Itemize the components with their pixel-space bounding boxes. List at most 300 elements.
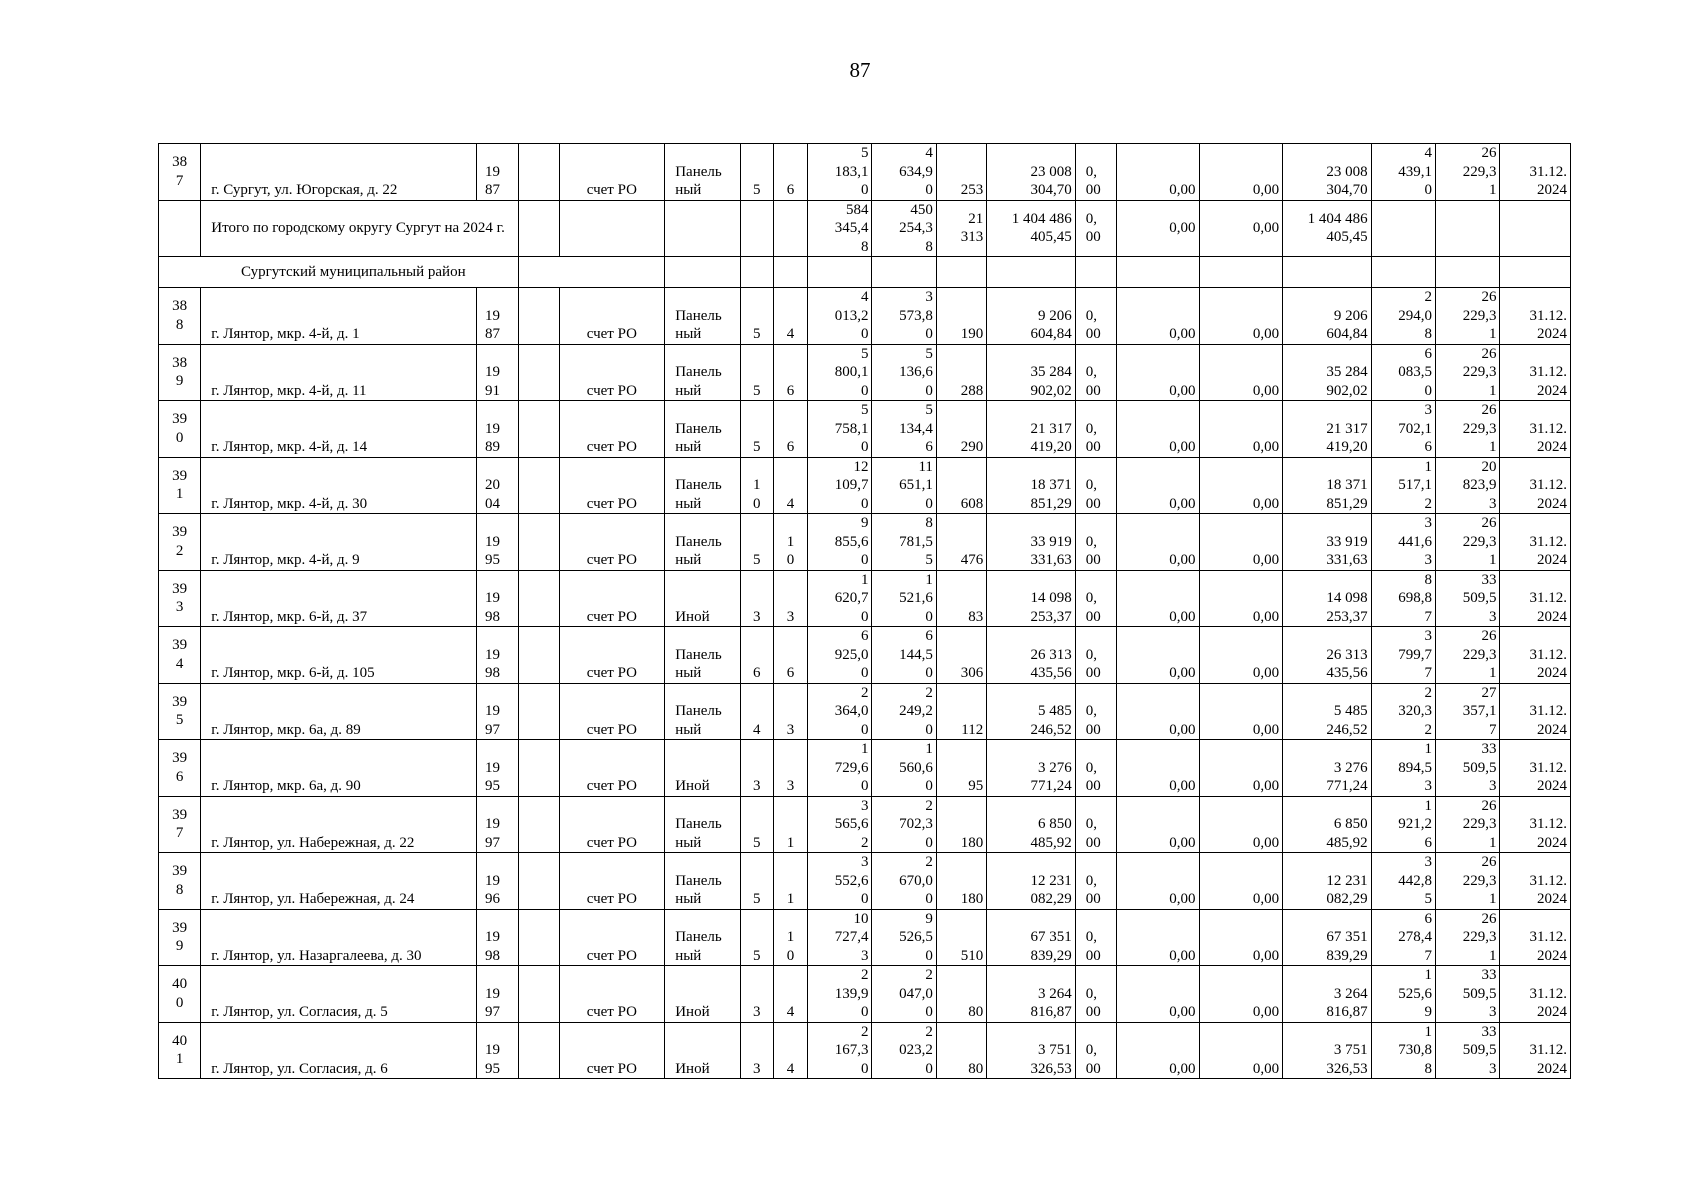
fund-share-cell: 0, 00 <box>1075 966 1116 1023</box>
cost-cell: 21 317 419,20 <box>987 401 1076 458</box>
material-cell: Панель ный <box>665 909 740 966</box>
year-cell: 19 95 <box>477 1022 519 1079</box>
cost-per-m2-cell: 2 320,3 2 <box>1371 683 1435 740</box>
cost-per-m2-cell: 2 294,0 8 <box>1371 288 1435 345</box>
row-number: 39 8 <box>159 853 201 910</box>
empty-cell <box>519 853 559 910</box>
material-cell: Иной <box>665 1022 740 1079</box>
residents-cell: 83 <box>936 570 986 627</box>
budget-share-cell: 0,00 <box>1117 627 1200 684</box>
year-cell: 19 95 <box>477 740 519 797</box>
table-row <box>159 683 1571 740</box>
cost-cell: 67 351 839,29 <box>987 909 1076 966</box>
owners-fund-cell: 67 351 839,29 <box>1283 909 1372 966</box>
year-cell: 19 97 <box>477 683 519 740</box>
table-row <box>159 796 1571 853</box>
budget-share-cell: 0,00 <box>1117 853 1200 910</box>
total-area-cell: 5 800,1 0 <box>808 344 872 401</box>
local-share-cell: 0,00 <box>1199 627 1283 684</box>
budget-share-cell: 0,00 <box>1117 683 1200 740</box>
year-cell: 19 98 <box>477 627 519 684</box>
address-cell: г. Лянтор, ул. Набережная, д. 22 <box>201 796 477 853</box>
limit-cost-cell: 26 229,3 1 <box>1436 796 1500 853</box>
living-area-cell: 11 651,1 0 <box>872 457 936 514</box>
year-cell: 19 95 <box>477 514 519 571</box>
source-cell: счет РО <box>559 570 665 627</box>
address-cell: г. Лянтор, мкр. 6а, д. 89 <box>201 683 477 740</box>
floors-cell: 3 <box>740 1022 773 1079</box>
owners-fund-cell: 6 850 485,92 <box>1283 796 1372 853</box>
fund-share-cell: 0, 00 <box>1075 570 1116 627</box>
register-table <box>158 143 1571 1079</box>
source-cell: счет РО <box>559 740 665 797</box>
residents-cell: 510 <box>936 909 986 966</box>
limit-cost-cell: 26 229,3 1 <box>1436 909 1500 966</box>
living-area-cell: 1 521,6 0 <box>872 570 936 627</box>
empty-cell <box>519 740 559 797</box>
budget-share-cell: 0,00 <box>1117 200 1200 257</box>
address-cell: г. Лянтор, мкр. 4-й, д. 1 <box>201 288 477 345</box>
row-number: 39 0 <box>159 401 201 458</box>
cost-cell: 5 485 246,52 <box>987 683 1076 740</box>
entrances-cell: 6 <box>773 344 807 401</box>
deadline-cell: 31.12. 2024 <box>1500 909 1571 966</box>
fund-share-cell: 0, 00 <box>1075 344 1116 401</box>
fund-share-cell: 0, 00 <box>1075 796 1116 853</box>
empty-cell <box>519 257 665 288</box>
local-share-cell: 0,00 <box>1199 570 1283 627</box>
deadline-cell: 31.12. 2024 <box>1500 344 1571 401</box>
budget-share-cell: 0,00 <box>1117 144 1200 201</box>
residents-cell: 190 <box>936 288 986 345</box>
cost-per-m2-cell: 4 439,1 0 <box>1371 144 1435 201</box>
total-area-cell: 2 139,9 0 <box>808 966 872 1023</box>
total-area-cell: 6 925,0 0 <box>808 627 872 684</box>
limit-cost-cell: 26 229,3 1 <box>1436 401 1500 458</box>
row-number: 39 6 <box>159 740 201 797</box>
local-share-cell: 0,00 <box>1199 853 1283 910</box>
owners-fund-cell: 5 485 246,52 <box>1283 683 1372 740</box>
table-row <box>159 627 1571 684</box>
floors-cell: 5 <box>740 344 773 401</box>
limit-cost-cell: 27 357,1 7 <box>1436 683 1500 740</box>
material-cell: Панель ный <box>665 514 740 571</box>
total-area-cell: 2 167,3 0 <box>808 1022 872 1079</box>
empty-cell <box>987 257 1076 288</box>
fund-share-cell: 0, 00 <box>1075 909 1116 966</box>
deadline-cell: 31.12. 2024 <box>1500 144 1571 201</box>
local-share-cell: 0,00 <box>1199 401 1283 458</box>
source-cell: счет РО <box>559 457 665 514</box>
cost-cell: 35 284 902,02 <box>987 344 1076 401</box>
entrances-cell: 3 <box>773 683 807 740</box>
material-cell: Иной <box>665 570 740 627</box>
budget-share-cell: 0,00 <box>1117 457 1200 514</box>
living-area-cell: 2 023,2 0 <box>872 1022 936 1079</box>
floors-cell: 5 <box>740 514 773 571</box>
cost-cell: 3 276 771,24 <box>987 740 1076 797</box>
empty-cell <box>519 683 559 740</box>
row-number: 39 4 <box>159 627 201 684</box>
owners-fund-cell: 14 098 253,37 <box>1283 570 1372 627</box>
local-share-cell: 0,00 <box>1199 144 1283 201</box>
table-row <box>159 1022 1571 1079</box>
floors-cell: 5 <box>740 144 773 201</box>
year-cell: 19 89 <box>477 401 519 458</box>
local-share-cell: 0,00 <box>1199 966 1283 1023</box>
empty-cell <box>559 200 665 257</box>
cost-per-m2-cell: 1 921,2 6 <box>1371 796 1435 853</box>
cost-per-m2-cell: 6 278,4 7 <box>1371 909 1435 966</box>
address-cell: г. Лянтор, мкр. 4-й, д. 30 <box>201 457 477 514</box>
residents-cell: 290 <box>936 401 986 458</box>
source-cell: счет РО <box>559 514 665 571</box>
empty-cell <box>519 1022 559 1079</box>
material-cell: Иной <box>665 740 740 797</box>
table-row <box>159 344 1571 401</box>
cost-cell: 1 404 486 405,45 <box>987 200 1076 257</box>
fund-share-cell: 0, 00 <box>1075 144 1116 201</box>
source-cell: счет РО <box>559 144 665 201</box>
total-title: Итого по городскому округу Сургут на 2024 г. <box>201 200 519 257</box>
residents-cell: 21 313 <box>936 200 986 257</box>
local-share-cell: 0,00 <box>1199 344 1283 401</box>
residents-cell: 476 <box>936 514 986 571</box>
entrances-cell: 6 <box>773 401 807 458</box>
local-share-cell: 0,00 <box>1199 740 1283 797</box>
empty-cell <box>519 200 559 257</box>
address-cell: г. Лянтор, ул. Согласия, д. 5 <box>201 966 477 1023</box>
year-cell: 19 97 <box>477 966 519 1023</box>
living-area-cell: 2 047,0 0 <box>872 966 936 1023</box>
source-cell: счет РО <box>559 401 665 458</box>
total-area-cell: 4 013,2 0 <box>808 288 872 345</box>
total-area-cell: 12 109,7 0 <box>808 457 872 514</box>
fund-share-cell: 0, 00 <box>1075 683 1116 740</box>
fund-share-cell: 0, 00 <box>1075 740 1116 797</box>
owners-fund-cell: 1 404 486 405,45 <box>1283 200 1372 257</box>
address-cell: г. Лянтор, мкр. 4-й, д. 14 <box>201 401 477 458</box>
owners-fund-cell: 23 008 304,70 <box>1283 144 1372 201</box>
deadline-cell: 31.12. 2024 <box>1500 514 1571 571</box>
floors-cell: 3 <box>740 570 773 627</box>
cost-cell: 3 264 816,87 <box>987 966 1076 1023</box>
floors-cell: 1 0 <box>740 457 773 514</box>
table-row <box>159 966 1571 1023</box>
source-cell: счет РО <box>559 853 665 910</box>
cost-cell: 23 008 304,70 <box>987 144 1076 201</box>
deadline-cell: 31.12. 2024 <box>1500 570 1571 627</box>
empty-cell <box>1371 200 1435 257</box>
cost-per-m2-cell: 1 525,6 9 <box>1371 966 1435 1023</box>
deadline-cell: 31.12. 2024 <box>1500 401 1571 458</box>
address-cell: г. Сургут, ул. Югорская, д. 22 <box>201 144 477 201</box>
residents-cell: 180 <box>936 853 986 910</box>
local-share-cell: 0,00 <box>1199 683 1283 740</box>
cost-per-m2-cell: 1 517,1 2 <box>1371 457 1435 514</box>
cost-per-m2-cell: 1 894,5 3 <box>1371 740 1435 797</box>
floors-cell: 5 <box>740 401 773 458</box>
limit-cost-cell: 26 229,3 1 <box>1436 144 1500 201</box>
total-area-cell: 9 855,6 0 <box>808 514 872 571</box>
budget-share-cell: 0,00 <box>1117 909 1200 966</box>
table-row <box>159 853 1571 910</box>
empty-cell <box>665 257 740 288</box>
material-cell: Панель ный <box>665 401 740 458</box>
empty-cell <box>808 257 872 288</box>
limit-cost-cell: 26 229,3 1 <box>1436 514 1500 571</box>
empty-cell <box>519 627 559 684</box>
table-row <box>159 457 1571 514</box>
empty-cell <box>1283 257 1372 288</box>
entrances-cell: 4 <box>773 457 807 514</box>
budget-share-cell: 0,00 <box>1117 288 1200 345</box>
source-cell: счет РО <box>559 966 665 1023</box>
cost-cell: 26 313 435,56 <box>987 627 1076 684</box>
total-area-cell: 1 729,6 0 <box>808 740 872 797</box>
cost-cell: 18 371 851,29 <box>987 457 1076 514</box>
empty-cell <box>519 796 559 853</box>
empty-cell <box>773 257 807 288</box>
empty-cell <box>519 288 559 345</box>
table-row <box>159 288 1571 345</box>
floors-cell: 5 <box>740 288 773 345</box>
fund-share-cell: 0, 00 <box>1075 288 1116 345</box>
limit-cost-cell: 26 229,3 1 <box>1436 344 1500 401</box>
living-area-cell: 5 134,4 6 <box>872 401 936 458</box>
empty-cell <box>773 200 807 257</box>
cost-per-m2-cell: 6 083,5 0 <box>1371 344 1435 401</box>
cost-per-m2-cell: 8 698,8 7 <box>1371 570 1435 627</box>
cost-per-m2-cell: 1 730,8 8 <box>1371 1022 1435 1079</box>
entrances-cell: 3 <box>773 740 807 797</box>
entrances-cell: 1 <box>773 853 807 910</box>
floors-cell: 6 <box>740 627 773 684</box>
year-cell: 19 97 <box>477 796 519 853</box>
year-cell: 19 98 <box>477 570 519 627</box>
row-number: 39 9 <box>159 909 201 966</box>
deadline-cell: 31.12. 2024 <box>1500 627 1571 684</box>
fund-share-cell: 0, 00 <box>1075 514 1116 571</box>
living-area-cell: 4 634,9 0 <box>872 144 936 201</box>
cost-cell: 3 751 326,53 <box>987 1022 1076 1079</box>
empty-cell <box>519 514 559 571</box>
year-cell: 19 87 <box>477 288 519 345</box>
material-cell: Панель ный <box>665 796 740 853</box>
cost-per-m2-cell: 3 441,6 3 <box>1371 514 1435 571</box>
fund-share-cell: 0, 00 <box>1075 1022 1116 1079</box>
deadline-cell: 31.12. 2024 <box>1500 288 1571 345</box>
entrances-cell: 3 <box>773 570 807 627</box>
empty-cell <box>1436 200 1500 257</box>
local-share-cell: 0,00 <box>1199 796 1283 853</box>
owners-fund-cell: 3 276 771,24 <box>1283 740 1372 797</box>
deadline-cell: 31.12. 2024 <box>1500 796 1571 853</box>
row-number: 38 7 <box>159 144 201 201</box>
deadline-cell: 31.12. 2024 <box>1500 740 1571 797</box>
empty-cell <box>1371 257 1435 288</box>
source-cell: счет РО <box>559 909 665 966</box>
deadline-cell: 31.12. 2024 <box>1500 683 1571 740</box>
fund-share-cell: 0, 00 <box>1075 853 1116 910</box>
fund-share-cell: 0, 00 <box>1075 200 1116 257</box>
deadline-cell: 31.12. 2024 <box>1500 1022 1571 1079</box>
floors-cell: 4 <box>740 683 773 740</box>
year-cell: 20 04 <box>477 457 519 514</box>
total-area-cell: 5 183,1 0 <box>808 144 872 201</box>
local-share-cell: 0,00 <box>1199 457 1283 514</box>
address-cell: г. Лянтор, ул. Назаргалеева, д. 30 <box>201 909 477 966</box>
empty-cell <box>1117 257 1200 288</box>
material-cell: Панель ный <box>665 144 740 201</box>
floors-cell: 5 <box>740 909 773 966</box>
empty-cell <box>740 257 773 288</box>
material-cell: Панель ный <box>665 344 740 401</box>
entrances-cell: 4 <box>773 288 807 345</box>
living-area-cell: 6 144,5 0 <box>872 627 936 684</box>
owners-fund-cell: 18 371 851,29 <box>1283 457 1372 514</box>
budget-share-cell: 0,00 <box>1117 514 1200 571</box>
address-cell: г. Лянтор, ул. Набережная, д. 24 <box>201 853 477 910</box>
limit-cost-cell: 33 509,5 3 <box>1436 966 1500 1023</box>
owners-fund-cell: 9 206 604,84 <box>1283 288 1372 345</box>
row-number: 40 0 <box>159 966 201 1023</box>
budget-share-cell: 0,00 <box>1117 401 1200 458</box>
cost-cell: 33 919 331,63 <box>987 514 1076 571</box>
limit-cost-cell: 20 823,9 3 <box>1436 457 1500 514</box>
limit-cost-cell: 33 509,5 3 <box>1436 570 1500 627</box>
floors-cell: 3 <box>740 966 773 1023</box>
living-area-cell: 9 526,5 0 <box>872 909 936 966</box>
budget-share-cell: 0,00 <box>1117 966 1200 1023</box>
source-cell: счет РО <box>559 1022 665 1079</box>
residents-cell: 112 <box>936 683 986 740</box>
residents-cell: 306 <box>936 627 986 684</box>
empty-cell <box>1500 257 1571 288</box>
total-area-cell: 3 565,6 2 <box>808 796 872 853</box>
row-number: 38 8 <box>159 288 201 345</box>
source-cell: счет РО <box>559 627 665 684</box>
total-area-cell: 3 552,6 0 <box>808 853 872 910</box>
cost-cell: 12 231 082,29 <box>987 853 1076 910</box>
row-number: 39 2 <box>159 514 201 571</box>
empty-cell <box>1436 257 1500 288</box>
year-cell: 19 96 <box>477 853 519 910</box>
table-row <box>159 570 1571 627</box>
total-area-cell: 584 345,4 8 <box>808 200 872 257</box>
owners-fund-cell: 12 231 082,29 <box>1283 853 1372 910</box>
floors-cell: 3 <box>740 740 773 797</box>
local-share-cell: 0,00 <box>1199 1022 1283 1079</box>
cost-cell: 14 098 253,37 <box>987 570 1076 627</box>
section-row <box>159 257 1571 288</box>
living-area-cell: 8 781,5 5 <box>872 514 936 571</box>
living-area-cell: 1 560,6 0 <box>872 740 936 797</box>
row-number: 39 7 <box>159 796 201 853</box>
material-cell: Иной <box>665 966 740 1023</box>
empty-cell <box>1500 200 1571 257</box>
year-cell: 19 91 <box>477 344 519 401</box>
empty-cell <box>1199 257 1283 288</box>
table-row <box>159 144 1571 201</box>
deadline-cell: 31.12. 2024 <box>1500 853 1571 910</box>
empty-cell <box>519 909 559 966</box>
living-area-cell: 2 702,3 0 <box>872 796 936 853</box>
budget-share-cell: 0,00 <box>1117 344 1200 401</box>
entrances-cell: 4 <box>773 1022 807 1079</box>
living-area-cell: 450 254,3 8 <box>872 200 936 257</box>
residents-cell: 288 <box>936 344 986 401</box>
total-area-cell: 10 727,4 3 <box>808 909 872 966</box>
table-row <box>159 740 1571 797</box>
limit-cost-cell: 26 229,3 1 <box>1436 853 1500 910</box>
owners-fund-cell: 21 317 419,20 <box>1283 401 1372 458</box>
living-area-cell: 5 136,6 0 <box>872 344 936 401</box>
living-area-cell: 3 573,8 0 <box>872 288 936 345</box>
residents-cell: 95 <box>936 740 986 797</box>
owners-fund-cell: 3 264 816,87 <box>1283 966 1372 1023</box>
entrances-cell: 1 <box>773 796 807 853</box>
fund-share-cell: 0, 00 <box>1075 457 1116 514</box>
empty-cell <box>519 144 559 201</box>
entrances-cell: 4 <box>773 966 807 1023</box>
row-number: 38 9 <box>159 344 201 401</box>
floors-cell: 5 <box>740 853 773 910</box>
cost-per-m2-cell: 3 702,1 6 <box>1371 401 1435 458</box>
entrances-cell: 6 <box>773 144 807 201</box>
row-number: 39 3 <box>159 570 201 627</box>
cost-cell: 6 850 485,92 <box>987 796 1076 853</box>
empty-cell <box>1075 257 1116 288</box>
cost-per-m2-cell: 3 799,7 7 <box>1371 627 1435 684</box>
fund-share-cell: 0, 00 <box>1075 627 1116 684</box>
residents-cell: 80 <box>936 1022 986 1079</box>
row-number: 39 1 <box>159 457 201 514</box>
address-cell: г. Лянтор, ул. Согласия, д. 6 <box>201 1022 477 1079</box>
owners-fund-cell: 26 313 435,56 <box>1283 627 1372 684</box>
address-cell: г. Лянтор, мкр. 4-й, д. 9 <box>201 514 477 571</box>
budget-share-cell: 0,00 <box>1117 570 1200 627</box>
empty-cell <box>519 401 559 458</box>
source-cell: счет РО <box>559 683 665 740</box>
entrances-cell: 6 <box>773 627 807 684</box>
material-cell: Панель ный <box>665 457 740 514</box>
floors-cell: 5 <box>740 796 773 853</box>
limit-cost-cell: 33 509,5 3 <box>1436 740 1500 797</box>
local-share-cell: 0,00 <box>1199 200 1283 257</box>
material-cell: Панель ный <box>665 627 740 684</box>
table-row <box>159 909 1571 966</box>
local-share-cell: 0,00 <box>1199 514 1283 571</box>
source-cell: счет РО <box>559 288 665 345</box>
total-area-cell: 1 620,7 0 <box>808 570 872 627</box>
limit-cost-cell: 26 229,3 1 <box>1436 627 1500 684</box>
section-title: Сургутский муниципальный район <box>159 257 519 288</box>
source-cell: счет РО <box>559 344 665 401</box>
empty-cell <box>519 966 559 1023</box>
total-row <box>159 200 1571 257</box>
cost-per-m2-cell: 3 442,8 5 <box>1371 853 1435 910</box>
empty-cell <box>519 570 559 627</box>
owners-fund-cell: 33 919 331,63 <box>1283 514 1372 571</box>
total-area-cell: 5 758,1 0 <box>808 401 872 458</box>
residents-cell: 180 <box>936 796 986 853</box>
table-row <box>159 514 1571 571</box>
deadline-cell: 31.12. 2024 <box>1500 457 1571 514</box>
material-cell: Панель ный <box>665 853 740 910</box>
residents-cell: 80 <box>936 966 986 1023</box>
address-cell: г. Лянтор, мкр. 6-й, д. 37 <box>201 570 477 627</box>
